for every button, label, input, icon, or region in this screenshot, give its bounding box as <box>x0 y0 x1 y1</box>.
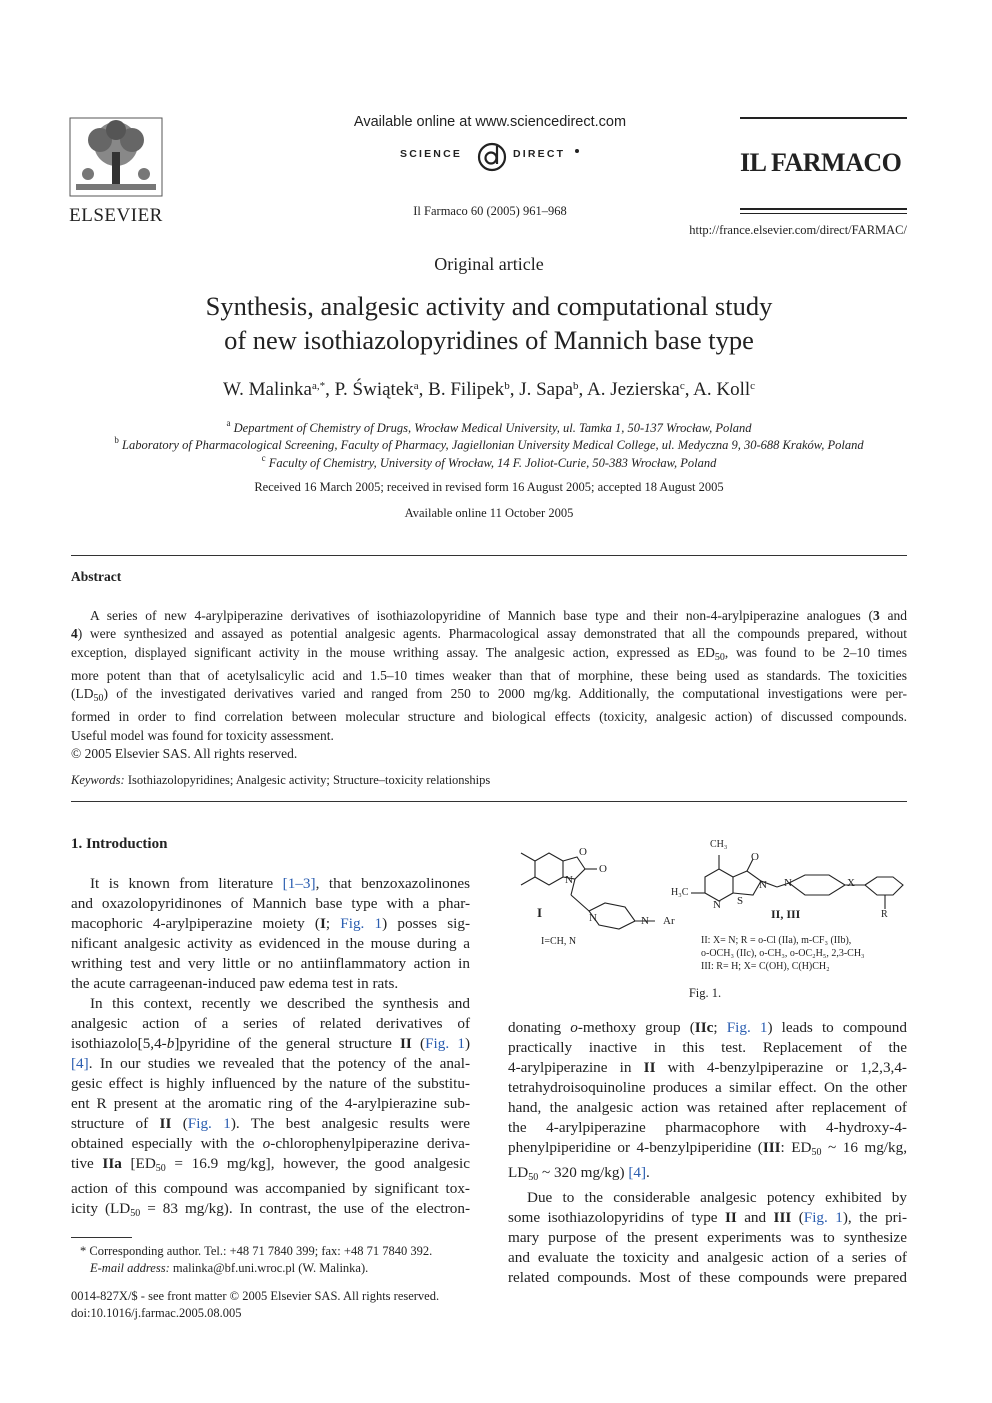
legend-ii-1: II: X= N; R = o-Cl (IIa), m-CF₃ (IIb), <box>701 935 852 946</box>
abstract-line: A series of new 4-arylpiperazine derivatives of isothiazolopyridine of Mannich base type and their non-4-arylpiperazine analogues (3 and <box>90 608 907 623</box>
author[interactable]: P. Świątek <box>334 379 414 400</box>
legend-ii-2: o-OCH₃ (IIc), o-CH₃, o-OC₂H₅, 2,3-CH₃ <box>701 948 865 959</box>
affiliation-mark: c <box>261 453 266 463</box>
benzene-ring-I <box>535 853 563 885</box>
email-address[interactable]: malinka@bf.uni.wroc.pl (W. Malinka). <box>172 1261 369 1275</box>
intro-left-line: isothiazolo[5,4-b]pyridine of the general structure II (Fig. 1) <box>71 1035 470 1052</box>
author[interactable]: J. Sapa <box>519 379 574 400</box>
intro-right-line: mary purpose of the present experiments was to synthesize <box>508 1229 907 1246</box>
intro-left-line: the acute carrageenan-induced paw edema test in rats. <box>71 975 399 992</box>
abstract-lines <box>71 607 907 727</box>
label-ar: Ar <box>663 915 675 927</box>
author-affiliation-mark: c <box>750 380 756 392</box>
label-n-ar: N <box>641 915 649 927</box>
label-h3c: H₃C <box>671 887 689 898</box>
abstract-line: more potent than that of acetylsalicylic acid and 1.5–10 times weaker than that of morphine, these being used as standards. The toxicities <box>71 667 907 683</box>
article-title-line2: of new isothiazolopyridines of Mannich base type <box>224 325 754 355</box>
journal-url[interactable]: http://france.elsevier.com/direct/FARMAC/ <box>689 223 907 237</box>
intro-left-line: It is known from literature [1–3], that benzoxazolinones <box>90 875 470 892</box>
intro-left-line: In this context, recently we described the synthesis and <box>90 995 470 1012</box>
label-methyl-top: CH₃ <box>710 839 728 850</box>
author-affiliation-mark: c <box>679 380 685 392</box>
author[interactable]: B. Filipek <box>428 379 505 400</box>
affiliation-a <box>0 418 978 436</box>
affiliation-b <box>0 435 978 453</box>
at-sign-icon <box>475 138 509 174</box>
article-type: Original article <box>434 254 544 274</box>
intro-heading: 1. Introduction <box>71 836 168 852</box>
elsevier-tree-icon <box>66 116 166 198</box>
affiliation-c <box>0 453 978 471</box>
intro-right-line: donating o-methoxy group (IIc; Fig. 1) leads to compound <box>508 1019 907 1036</box>
author-list: W. Malinka$^{a,*}$, P. Świątek$^a$, B. Filipek$^b$, J. Sapa$^b$, A. Jezierska$^c$, A. Koll$^c$ <box>222 379 756 400</box>
label-x: X <box>847 877 855 889</box>
journal-rule-top <box>740 117 907 119</box>
author[interactable]: A. Jezierska <box>586 379 680 400</box>
label-n-piperazine-ii: N <box>784 877 792 889</box>
available-online[interactable]: Available online at www.sciencedirect.com <box>353 114 627 130</box>
affiliation-text: Laboratory of Pharmacological Screening, Faculty of Pharmacy, Jagiellonian University Medical College, ul. Medyczna 9, 30-688 Kraków, Poland <box>122 438 864 452</box>
intro-left-line: structure of II (Fig. 1). The best analgesic results were <box>71 1115 470 1132</box>
issn-line: 0014-827X/$ - see front matter © 2005 Elsevier SAS. All rights reserved. <box>71 1289 440 1303</box>
abstract-line: formed in order to find correlation between molecular structure and biological effects (toxicity, analgesic action) of discussed compounds. <box>71 709 907 725</box>
affiliation-text: Department of Chemistry of Drugs, Wrocław Medical University, ul. Tamka 1, 50-137 Wrocław, Poland <box>233 421 752 435</box>
intro-left-line: icity ($LD_{50} = 83$ mg/kg). In contrast, the use of the electron- <box>71 1200 470 1219</box>
doi-line[interactable]: doi:10.1016/j.farmac.2005.08.005 <box>71 1306 242 1320</box>
intro-left-line: obtained especially with the o-chlorophenylpiperazine deriva- <box>71 1135 470 1152</box>
intro-right-line: $LD_{50}$ ~ 320 mg/kg) [4]. <box>508 1164 650 1183</box>
email-note <box>90 1261 368 1276</box>
available-online-date: Available online 11 October 2005 <box>404 506 574 520</box>
label-n-ring: N <box>565 874 573 886</box>
author[interactable]: A. Koll <box>693 379 751 400</box>
affiliation-text: Faculty of Chemistry, University of Wrocław, 14 F. Joliot-Curie, 50-383 Wrocław, Poland <box>268 456 717 470</box>
intro-left-line: [4]. In our studies we revealed that the potency of the anal- <box>71 1055 470 1072</box>
pyridine-ring-II <box>705 869 733 901</box>
corresponding-author-note: * Corresponding author. Tel.: +48 71 7840 399; fax: +48 71 7840 392. <box>80 1244 433 1258</box>
bullet-dot-icon <box>575 149 579 153</box>
label-structure-i: I <box>537 905 543 920</box>
abstract-rule-top <box>71 555 907 556</box>
intro-right-line: hand, the analgesic action was retained after replacement of <box>508 1099 907 1116</box>
legend-i: I=CH, N <box>541 936 577 947</box>
intro-left-line: action of this compound was accompanied by significant tox- <box>71 1180 470 1197</box>
intro-left-line: analgesic action of a series of related derivatives of <box>71 1015 470 1032</box>
author-affiliation-mark: a,* <box>311 380 326 392</box>
intro-right-line: tetrahydroisoquinoline produces a similar effect. On the other <box>508 1079 907 1096</box>
author-affiliation-mark: a <box>413 380 419 392</box>
intro-right-line: and evaluate the toxicity and analgesic action of a series of <box>508 1249 907 1266</box>
author-affiliation-mark: b <box>573 380 579 392</box>
elsevier-wordmark: ELSEVIER <box>69 205 163 226</box>
intro-right-line: some isothiazolopyridins of type II and III (Fig. 1), the pri- <box>508 1209 908 1226</box>
figure-1 <box>505 833 905 1003</box>
received-dates: Received 16 March 2005; received in revised form 16 August 2005; accepted 18 August 2005 <box>254 480 724 494</box>
label-r: R <box>881 909 888 920</box>
abstract-copyright: © 2005 Elsevier SAS. All rights reserved. <box>71 746 298 762</box>
abstract-rule-bottom <box>71 801 907 802</box>
abstract-line: 4) were synthesized and assayed as potential analgesic agents. Pharmacological assay demonstrated that all the compounds prepared, without <box>71 626 907 642</box>
intro-left-line: macophoric 4-arylpiperazine moiety (I; Fig. 1) posses sig- <box>71 915 470 932</box>
affiliation-mark: b <box>114 435 119 445</box>
article-title-line1: Synthesis, analgesic activity and computational study <box>205 291 773 321</box>
keywords-label: Keywords: <box>71 773 125 787</box>
abstract-line: $(LD_{50})$ of the investigated derivatives varied and ranged from 250 to 2000 mg/kg. Additionally, the computational investigations were per- <box>71 686 907 705</box>
author[interactable]: W. Malinka <box>222 379 312 400</box>
intro-left-line: tive IIa [$ED_{50} = 16.9$ mg/kg], however, the good analgesic <box>71 1155 470 1174</box>
journal-rule-bottom-2 <box>740 213 907 214</box>
label-n-piperazine: N <box>589 912 597 924</box>
abstract-heading: Abstract <box>71 569 122 584</box>
author-affiliation-mark: b <box>504 380 510 392</box>
label-n-pyridine: N <box>713 899 721 911</box>
phenyl-ring-II <box>865 877 903 895</box>
piperazine-ring-II <box>789 875 845 895</box>
label-structure-ii-iii: II, III <box>771 907 801 921</box>
label-n-isothiazole: N <box>759 879 767 891</box>
intro-left-line: nificant analgesic activity as evidenced in the mouse during a <box>71 935 470 952</box>
label-s-ring: S <box>737 895 744 907</box>
elsevier-logo[interactable] <box>66 116 166 226</box>
direct-word: DIRECT <box>513 148 566 160</box>
intro-left-line: ent R present at the aromatic ring of the 4-arylpierazine sub- <box>71 1095 470 1112</box>
intro-right-line: practically inactive in this test. Replacement of the <box>508 1039 907 1056</box>
intro-right-line: Due to the considerable analgesic potency exhibited by <box>527 1189 907 1206</box>
journal-citation: Il Farmaco 60 (2005) 961–968 <box>413 204 567 218</box>
abstract-line: exception, displayed significant activity in the mouse writhing assay. The analgesic action, expressed as $ED_{50}$, was found to be 2–10 times <box>71 644 907 663</box>
intro-right-column <box>508 1018 907 1288</box>
intro-right-line: phenylpiperidine or 4-benzylpiperidine (III: $ED_{50}$ ~ 16 mg/kg, <box>508 1139 908 1158</box>
intro-right-line: the 4-arylpiperazine pharmacophore with 4-hydroxy-4- <box>508 1119 907 1136</box>
intro-left-line: and oxazolopyridinones of Mannich base type with a phar- <box>71 895 470 912</box>
abstract-last-line: Useful model was found for toxicity assessment. <box>71 727 334 743</box>
intro-right-line: 4-arylpiperazine in II with 4-benzylpiperazine or 1,2,3,4- <box>508 1059 907 1076</box>
affiliation-mark: a <box>226 418 231 428</box>
journal-rule-bottom-1 <box>740 208 907 210</box>
keywords <box>71 773 490 788</box>
label-o-ring: O <box>579 846 587 858</box>
figure-caption: Fig. 1. <box>688 986 722 1000</box>
intro-left-line: writhing test and very little or no antiinflammatory action in <box>71 955 470 972</box>
sciencedirect-logo[interactable] <box>395 138 585 174</box>
email-label: E-mail address: <box>90 1261 170 1275</box>
label-o-isothiazolone: O <box>751 851 759 863</box>
abstract-body <box>71 607 907 763</box>
journal-title[interactable]: IL FARMACO <box>740 148 902 177</box>
label-o-carbonyl: O <box>599 863 607 875</box>
intro-left-line: gesic effect is highly influenced by the nature of the substitu- <box>71 1075 470 1092</box>
footnote-rule <box>71 1237 132 1238</box>
science-word: SCIENCE <box>400 148 463 160</box>
legend-iii: III: R= H; X= C(OH), C(H)CH₂ <box>701 961 830 972</box>
intro-left-column <box>71 874 470 1224</box>
intro-right-line: related compounds. Most of these compounds were prepared <box>508 1269 907 1286</box>
keywords-text: Isothiazolopyridines; Analgesic activity; Structure–toxicity relationships <box>127 773 491 787</box>
